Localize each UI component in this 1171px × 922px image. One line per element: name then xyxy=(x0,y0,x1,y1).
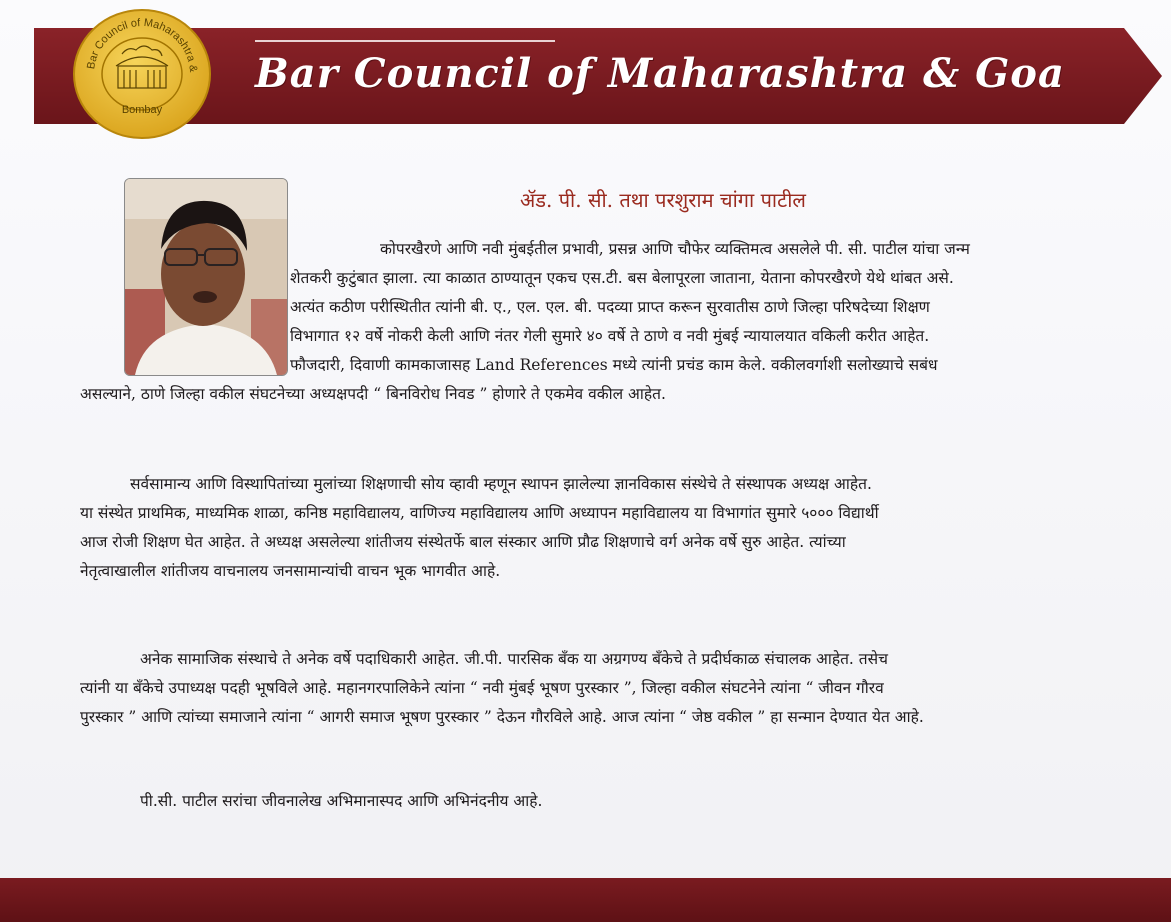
paragraph-line: त्यांनी या बँकेचे उपाध्यक्ष पदही भूषविले आहे. महानगरपालिकेने त्यांना “ नवी मुंबई भूषण पुरस्कार ”, जिल्हा वकील संघटनेने त्यांना “ जीवन गौरव xyxy=(80,679,884,697)
paragraph-social xyxy=(80,645,1140,732)
svg-text:Bar Council of Maharashtra & G: Bar Council of Maharashtra & xyxy=(85,16,200,73)
footer-band xyxy=(0,878,1171,922)
paragraph-closing xyxy=(80,787,1140,816)
paragraph-line: फौजदारी, दिवाणी कामकाजासह Land References मध्ये त्यांनी प्रचंड काम केले. वकीलवर्गाशी सलोख्याचे सबंध xyxy=(290,356,938,374)
paragraph-line: अनेक सामाजिक संस्थाचे ते अनेक वर्षे पदाधिकारी आहेत. जी.पी. पारसिक बँक या अग्रगण्य बँकेचे ते प्रदीर्घकाळ संचालक आहेत. तसेच xyxy=(140,650,888,668)
paragraph-line: कोपरखैरणे आणि नवी मुंबईतील प्रभावी, प्रसन्न आणि चौफेर व्यक्तिमत्व असलेले पी. सी. पाटील यांचा जन्म xyxy=(380,240,970,258)
banner-title: Bar Council of Maharashtra & Goa xyxy=(255,50,1065,97)
paragraph-line: सर्वसामान्य आणि विस्थापितांच्या मुलांच्या शिक्षणाची सोय व्हावी म्हणून स्थापन झालेल्या ज्ञानविकास संस्थेचे ते संस्थापक अध्यक्ष आहेत. xyxy=(130,475,872,493)
seal-logo-icon xyxy=(72,8,212,140)
paragraph-line: नेतृत्वाखालील शांतीजय वाचनालय जनसामान्यांची वाचन भूक भागवीत आहे. xyxy=(80,562,501,580)
paragraph-biography xyxy=(80,235,1140,409)
paragraph-line: या संस्थेत प्राथमिक, माध्यमिक शाळा, कनिष्ठ महाविद्यालय, वाणिज्य महाविद्यालय आणि अध्यापन महाविद्यालय या विभागांत सुमारे ५००० विद्यार्थी xyxy=(80,504,879,522)
paragraph-line: शेतकरी कुटुंबात झाला. त्या काळात ठाण्यातून एकच एस.टी. बस बेलापूरला जाताना, येताना कोपरखैरणे येथे थांबत असे. xyxy=(290,269,954,287)
profile-heading: ॲड. पी. सी. तथा परशुराम चांगा पाटील xyxy=(520,188,806,212)
paragraph-line: असल्याने, ठाणे जिल्हा वकील संघटनेच्या अध्यक्षपदी “ बिनविरोध निवड ” होणारे ते एकमेव वकील आहेत. xyxy=(80,385,666,403)
paragraph-education xyxy=(80,470,1140,586)
paragraph-line: आज रोजी शिक्षण घेत आहेत. ते अध्यक्ष असलेल्या शांतीजय संस्थेतर्फे बाल संस्कार आणि प्रौढ शिक्षणाचे वर्ग अनेक वर्षे सुरु आहेत. त्यांच्या xyxy=(80,533,846,551)
paragraph-line: पुरस्कार ” आणि त्यांच्या समाजाने त्यांना “ आगरी समाज भूषण पुरस्कार ” देऊन गौरविले आहे. आज त्यांना “ जेष्ठ वकील ” हा सन्मान देण्यात येत आहे. xyxy=(80,708,924,726)
banner-rule xyxy=(255,40,555,42)
paragraph-line: पी.सी. पाटील सरांचा जीवनालेख अभिमानास्पद आणि अभिनंदनीय आहे. xyxy=(140,792,543,810)
paragraph-line: अत्यंत कठीण परीस्थितीत त्यांनी बी. ए., एल. एल. बी. पदव्या प्राप्त करून सुरवातीस ठाणे जिल्हा परिषदेच्या शिक्षण xyxy=(290,298,930,316)
bar-council-seal xyxy=(72,8,212,140)
seal-bottom-text: Bombay xyxy=(121,104,163,116)
paragraph-line: विभागात १२ वर्षे नोकरी केली आणि नंतर गेली सुमारे ४० वर्षे ते ठाणे व नवी मुंबई न्यायालयात वकिली करीत आहेत. xyxy=(290,327,930,345)
